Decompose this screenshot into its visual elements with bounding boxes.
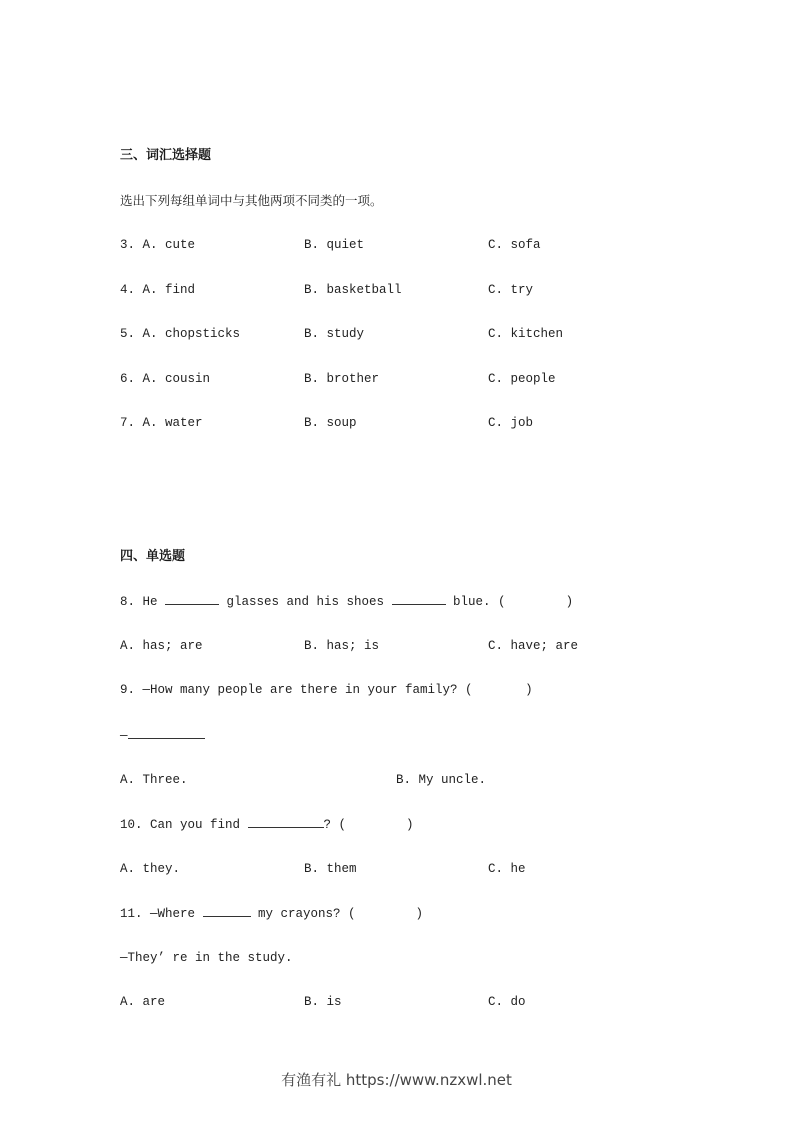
- question-10-option-b: B. them: [304, 862, 357, 876]
- question-8-option-b: B. has; is: [304, 639, 380, 653]
- answer-blank: [248, 816, 324, 828]
- question-11-stem: 11. —Where my crayons? ( ): [120, 907, 424, 921]
- question-11-option-c: C. do: [488, 995, 526, 1009]
- question-5-option-a: 5. A. chopsticks: [120, 327, 241, 341]
- question-11-reply: —They’ re in the study.: [120, 951, 293, 965]
- question-3-option-c: C. sofa: [488, 238, 541, 252]
- question-8-option-a: A. has; are: [120, 639, 203, 653]
- question-11-option-a: A. are: [120, 995, 166, 1009]
- question-6-option-a: 6. A. cousin: [120, 372, 211, 386]
- question-3-option-b: B. quiet: [304, 238, 365, 252]
- answer-blank: [203, 905, 251, 917]
- question-3-option-a: 3. A. cute: [120, 238, 196, 252]
- question-7-option-a: 7. A. water: [120, 416, 203, 430]
- section-3-instruction: 选出下列每组单词中与其他两项不同类的一项。: [120, 193, 383, 208]
- question-4-option-b: B. basketball: [304, 283, 402, 297]
- question-7-option-c: C. job: [488, 416, 534, 430]
- question-8-option-c: C. have; are: [488, 639, 579, 653]
- question-6-option-b: B. brother: [304, 372, 380, 386]
- section-3-title: 三、词汇选择题: [120, 148, 212, 163]
- question-10-stem: 10. Can you find ? ( ): [120, 818, 414, 832]
- question-9-option-b: B. My uncle.: [396, 773, 487, 787]
- footer-watermark: 有渔有礼 https://www.nzxwl.net: [281, 1071, 512, 1089]
- question-8-stem: 8. He glasses and his shoes blue. ( ): [120, 595, 574, 609]
- section-4-title: 四、单选题: [120, 549, 186, 564]
- question-9-answer-line: —: [120, 727, 205, 744]
- answer-blank: [165, 593, 219, 605]
- question-6-option-c: C. people: [488, 372, 556, 386]
- question-5-option-b: B. study: [304, 327, 365, 341]
- question-5-option-c: C. kitchen: [488, 327, 564, 341]
- question-10-option-c: C. he: [488, 862, 526, 876]
- question-7-option-b: B. soup: [304, 416, 357, 430]
- question-4-option-a: 4. A. find: [120, 283, 196, 297]
- question-9-option-a: A. Three.: [120, 773, 188, 787]
- question-9-stem: 9. —How many people are there in your family? ( ): [120, 683, 533, 697]
- question-11-option-b: B. is: [304, 995, 342, 1009]
- answer-blank: [392, 593, 446, 605]
- question-10-option-a: A. they.: [120, 862, 181, 876]
- answer-blank: [128, 727, 205, 739]
- question-4-option-c: C. try: [488, 283, 534, 297]
